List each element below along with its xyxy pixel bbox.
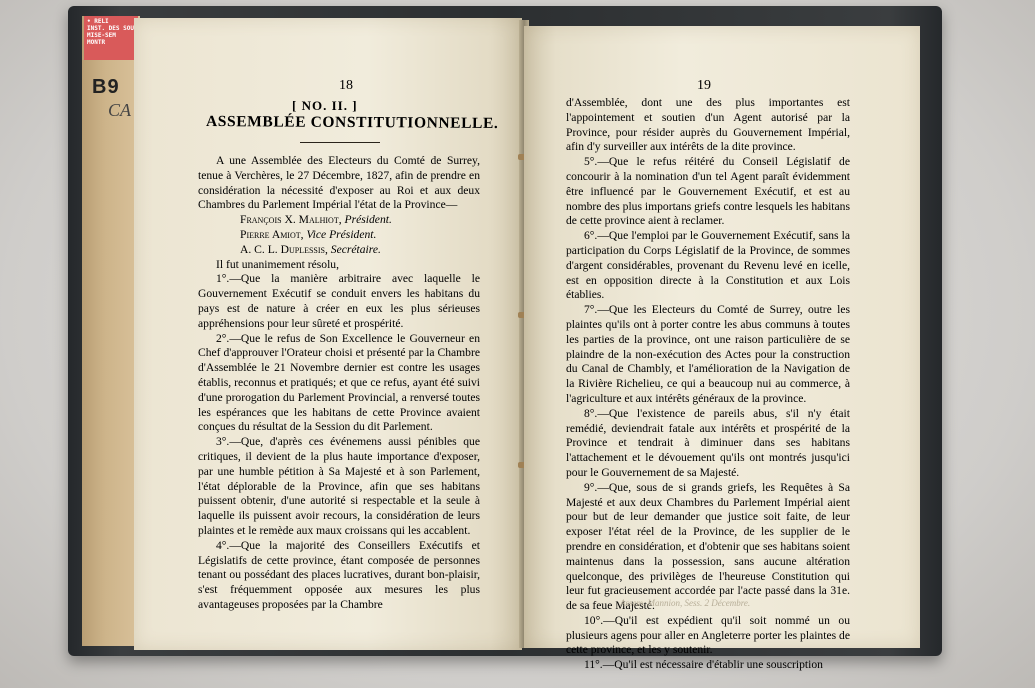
- resolution-statement: Il fut unanimement résolu,: [216, 257, 339, 271]
- bleed-through-text: Assem. Mannion, Sess. 2 Décembre.: [620, 598, 751, 608]
- resolution-paragraph: 9°.—Que, sous de si grands griefs, les Requêtes à Sa Majesté et aux deux Chambres du Parlement Impérial aient pour but de leur demander que justice soit faite, de leur exposer l'état réel de la Province, de les supplier de le prendre en considération, et d'obtenir que ses habitans soient maintenus dans la possession, sans aucune altération quelconque, des privilèges de l'heureuse Constitution qui leur fut gracieusement accordée par l'acte passé dans la 31e. de sa feue Majesté.: [566, 480, 850, 613]
- signatory-role: Président.: [344, 213, 392, 227]
- title-rule: [300, 142, 380, 143]
- signatory-role: Vice Président.: [306, 227, 377, 241]
- label-line: MISE-SEM: [87, 32, 116, 39]
- left-page-body: [198, 154, 480, 613]
- label-line: MONTR: [87, 39, 106, 46]
- library-spine-label: [84, 16, 138, 60]
- signatory-name: Pierre Amiot,: [240, 227, 304, 241]
- signatory-role: Secrétaire.: [330, 242, 381, 256]
- section-number: [ NO. II. ]: [292, 98, 358, 113]
- signatory-line: [198, 213, 480, 228]
- right-page-body: [566, 96, 850, 673]
- signatory-name: A. C. L. Duplessis,: [240, 242, 328, 256]
- signatory-name: François X. Malhiot,: [240, 213, 342, 227]
- resolution-paragraph: 8°.—Que l'existence de pareils abus, s'il n'y était remédié, deviendrait fatale aux intérêts et prospérité de la Province et tendrait à diminuer dans ses habitans l'attachement et le dévouement qu'ils ont montrés jusqu'ici pour le Gouvernement de sa Majesté.: [566, 406, 850, 479]
- call-number-sub: CA: [108, 100, 132, 120]
- resolution-paragraph: 10°.—Qu'il est expédient qu'il soit nommé un ou plusieurs agens pour aller en Angleterre porter les plaintes de cette province, et les y soutenir.: [566, 613, 850, 657]
- label-line: • RELI: [87, 18, 109, 25]
- resolution-paragraph: 4°.—Que la majorité des Conseillers Exécutifs et Législatifs de cette province, étant composée de personnes tenant ou possédant des places lucratives, durant bon-plaisir, s'est fréquemment opposée aux mesures les plus avantageuses proposées par la Chambre: [198, 538, 480, 611]
- label-line: INST. DES SOU: [87, 25, 134, 32]
- resolution-paragraph: 6°.—Que l'emploi par le Gouvernement Exécutif, sans la participation du Corps Législatif de la Province, de sommes d'argent considérables, provenant du Revenu levé en icelle, est en opposition directe à la Constitution et aux Lois établies.: [566, 229, 850, 302]
- resolution-paragraph: 3°.—Que, d'après ces événemens aussi pénibles que critiques, il devient de la plus haute importance d'exposer, par une humble pétition à Sa Majesté et à son Parlement, l'état déplorable de la Province, afin que ses habitans puissent obtenir, d'une autorité si respectable et la seule à laquelle ils puissent avoir recours, la considération de leurs plaintes et le remède aux maux croissans qui les accablent.: [198, 435, 480, 537]
- call-number: B9: [92, 76, 120, 98]
- intro-paragraph: A une Assemblée des Electeurs du Comté de Surrey, tenue à Verchères, le 27 Décembre, 1827, afin de prendre en considération la nécessité d'exposer au Roi et aux deux Chambres du Parlement Impérial l'état de la Province—: [198, 154, 480, 212]
- signatory-line: [198, 228, 480, 243]
- resolution-paragraph: 7°.—Que les Electeurs du Comté de Surrey, outre les plaintes qu'ils ont à porter contre les abus communs à toutes les parties de la province, ont une raison particulière de se plaindre de la non-exécution des Actes pour la construction du Canal de Chambly, et l'amélioration de la Navigation de la Rivière Richelieu, ce qui a beaucoup nui au commerce, à l'agriculture et aux intérêts généraux de la province.: [566, 303, 850, 405]
- resolution-paragraph: 5°.—Que le refus réitéré du Conseil Législatif de concourir à la nomination d'un tel Agent paraît évidemment être influencé par le Gouvernement Exécutif, et est au nombre des plus importans griefs contre lesquels les habitans de cette province aient à reclamer.: [566, 155, 850, 228]
- continuation-paragraph: d'Assemblée, dont une des plus importantes est l'appointement et soutien d'un Agent autorisé par la Province, pour résider auprès du Gouvernement Impérial, afin d'y surveiller aux intérêts de la dite province.: [566, 96, 850, 154]
- signatory-line: [198, 243, 480, 258]
- resolution-paragraph: 1°.—Que la manière arbitraire avec laquelle le Gouvernement Exécutif se conduit envers les habitans du pays est de nature à créer en eux les plus sérieuses appréhensions pour leur sûreté et prospérité.: [198, 272, 480, 330]
- resolution-paragraph: 2°.—Que le refus de Son Excellence le Gouverneur en Chef d'approuver l'Orateur choisi et présenté par la Chambre d'Assemblée le 21 Novembre dernier est contre les usages établis, reconnus et pratiqués; et que ce refus, ayant été suivi d'une prorogation du Parlement Provincial, a renversé toutes les espérances que les habitans de cette Province avaient conçues du résultat de la Session du dit Parlement.: [198, 331, 480, 434]
- page-number-right: 19: [697, 78, 711, 93]
- resolution-paragraph: 11°.—Qu'il est nécessaire d'établir une souscription: [584, 658, 823, 672]
- page-title: ASSEMBLÉE CONSTITUTIONNELLE.: [205, 112, 499, 133]
- page-number-left: 18: [339, 78, 353, 93]
